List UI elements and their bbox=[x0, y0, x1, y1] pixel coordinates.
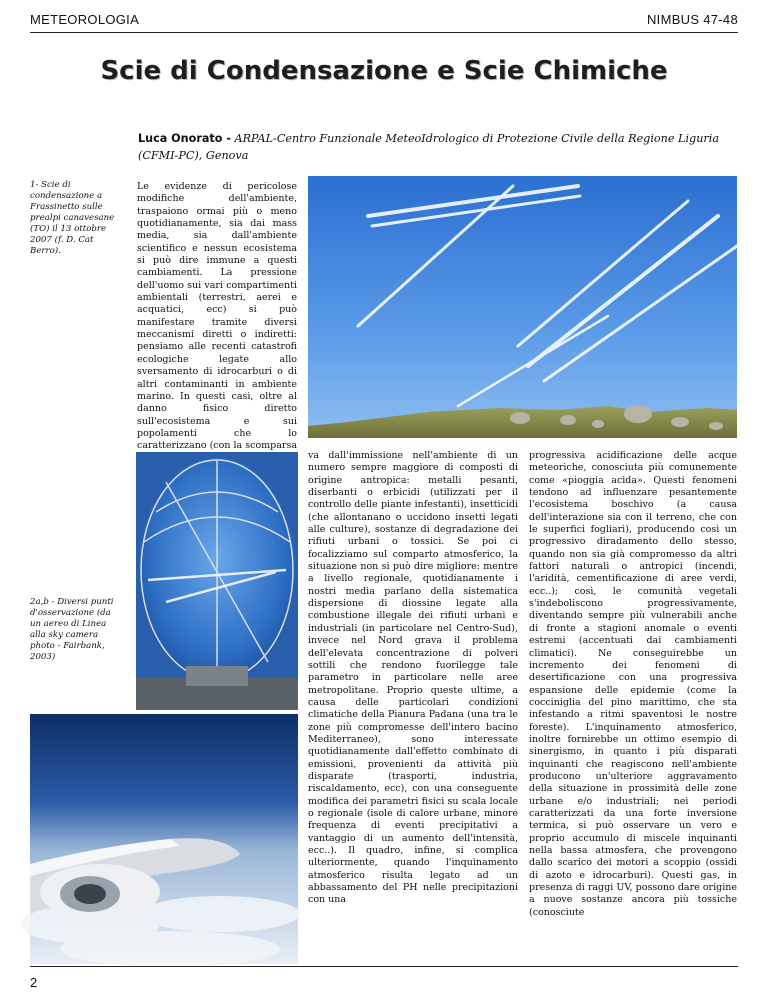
page-number: 2 bbox=[30, 975, 38, 990]
figure-2-caption: 2a,b - Diversi punti d'osservazione (da un aereo di Linea alla sky camera photo - Fairbank, 2003) bbox=[30, 597, 114, 662]
issue-label: NIMBUS 47-48 bbox=[646, 12, 738, 27]
airplane-window-photo bbox=[30, 714, 298, 964]
text-column-3: progressiva acidificazione delle acque meteoriche, conosciuta più comunemente come «pioggia acida». Questi fenomeni tendono ad influenzare pesantemente l'ecosistema boschivo (a causa dell'interazione sia con il terreno, che con le superfici fogliari), producendo così un progressivo diradamento dello stesso, quando non sia già compromesso da altri fattori naturali o antropici (incendi, l'aridità, cementificazione di aree verdi, ecc..); così, le comunità vegetali s'indeboliscono progressivamente, diventando sempre più vulnerabili anche di fronte a stagioni anomale o eventi estremi (accentuati dai cambiamenti climatici). Ne conseguirebbe un incremento dei fenomeni di desertificazione con una progressiva espansione delle epidemie (come la cocciniglia del pino marittimo, che sta infestando a ritmi spaventosi le nostre foreste). L'inquinamento atmosferico, inoltre fornirebbe un ottimo esempio di sinergismo, in quanto i più disparati inquinanti che reagiscono nell'ambiente producono un'ulteriore aggravamento della situazione in prossimità delle zone urbane e/o industriali; nei periodi caratterizzati da una forte inversione termica, si può osservare un vero e proprio accumulo di miscele inquinanti nella bassa atmosfera, che provengono dallo scarico dei motori a scoppio (ossidi di azoto e idrocarburi). Questi gas, in presenza di raggi UV, possono dare origine a nuove sostanze ancora più tossiche (conosciute bbox=[529, 450, 737, 918]
contrails-mountain-photo bbox=[308, 176, 737, 438]
text-column-1: Le evidenze di pericolose modifiche dell'ambiente, traspaiono ormai più o meno quotidianamente, sia dai mass media, sia dall'ambiente scientifico e nessun ecosistema si può dire immune a questi cambiamenti. La pressione dell'uomo sui vari compartimenti ambientali (terrestri, aerei e acquatici, ecc) si può manifestare tramite diversi meccanismi diretti o indiretti: pensiamo alle recenti catastrofi ecologiche legate allo sversamento di idrocarburi o di altri contaminanti in ambiente marino. In questi casi, oltre al danno fisico diretto sull'ecosistema e sui popolamenti che lo caratterizzano (con la scomparsa bbox=[137, 181, 297, 452]
article-title: Scie di Condensazione e Scie Chimiche bbox=[100, 56, 668, 86]
header-divider bbox=[30, 32, 738, 33]
author-line bbox=[138, 130, 738, 164]
figure-1-caption: 1- Scie di condensazione a Frassinetto sulle prealpi canavesane (TO) il 13 ottobre 2007 (f. D. Cat Berro). bbox=[30, 180, 115, 256]
footer-divider bbox=[30, 966, 738, 967]
text-column-2: va dall'immissione nell'ambiente di un numero sempre maggiore di composti di origine antropica: metalli pesanti, diserbanti o erbicidi (utilizzati per il controllo delle piante infestanti), insetticidi (che allontanano o uccidono insetti legati alle culture), sostanze di degradazione dei rifiuti urbani o tossici. Se poi ci focalizziamo sul comparto atmosferico, la situazione non si può dire migliore: mentre a livello regionale, quotidianamente i nostri media parlano della sistematica dispersione di diossine legate alla combustione illegale dei rifiuti urbani e industriali (in particolare nel Centro-Sud), invece nel Nord grava il problema dell'elevata concentrazione di polveri sottili che rendono fuorilegge tale parametro in particolare nelle aree metropolitane. Proprio queste ultime, a causa delle particolari condizioni climatiche della Pianura Padana (una tra le zone più compromesse dell'intero bacino Mediterraneo), sono interessate quotidianamente dall'effetto combinato di emissioni, provenienti da attività più disparate (trasporti, industria, riscaldamento, ecc), con una conseguente modifica dei parametri fisici su scala locale o regionale (isole di calore urbane, minore frequenza di eventi precipitativi a vantaggio di un aumento dell'intensità, ecc..). Il quadro, infine, si complica ulteriormente, quando l'inquinamento atmosferico risulta legato ad un abbassamento del PH nelle precipitazioni con una bbox=[308, 450, 518, 906]
section-label: METEOROLOGIA bbox=[30, 12, 140, 27]
author-name: Luca Onorato - bbox=[138, 132, 231, 145]
author-affiliation: ARPAL-Centro Funzionale MeteoIdrologico di Protezione Civile della Regione Liguria (CFMI-PC), Genova bbox=[138, 132, 720, 162]
sky-camera-photo bbox=[136, 452, 298, 710]
